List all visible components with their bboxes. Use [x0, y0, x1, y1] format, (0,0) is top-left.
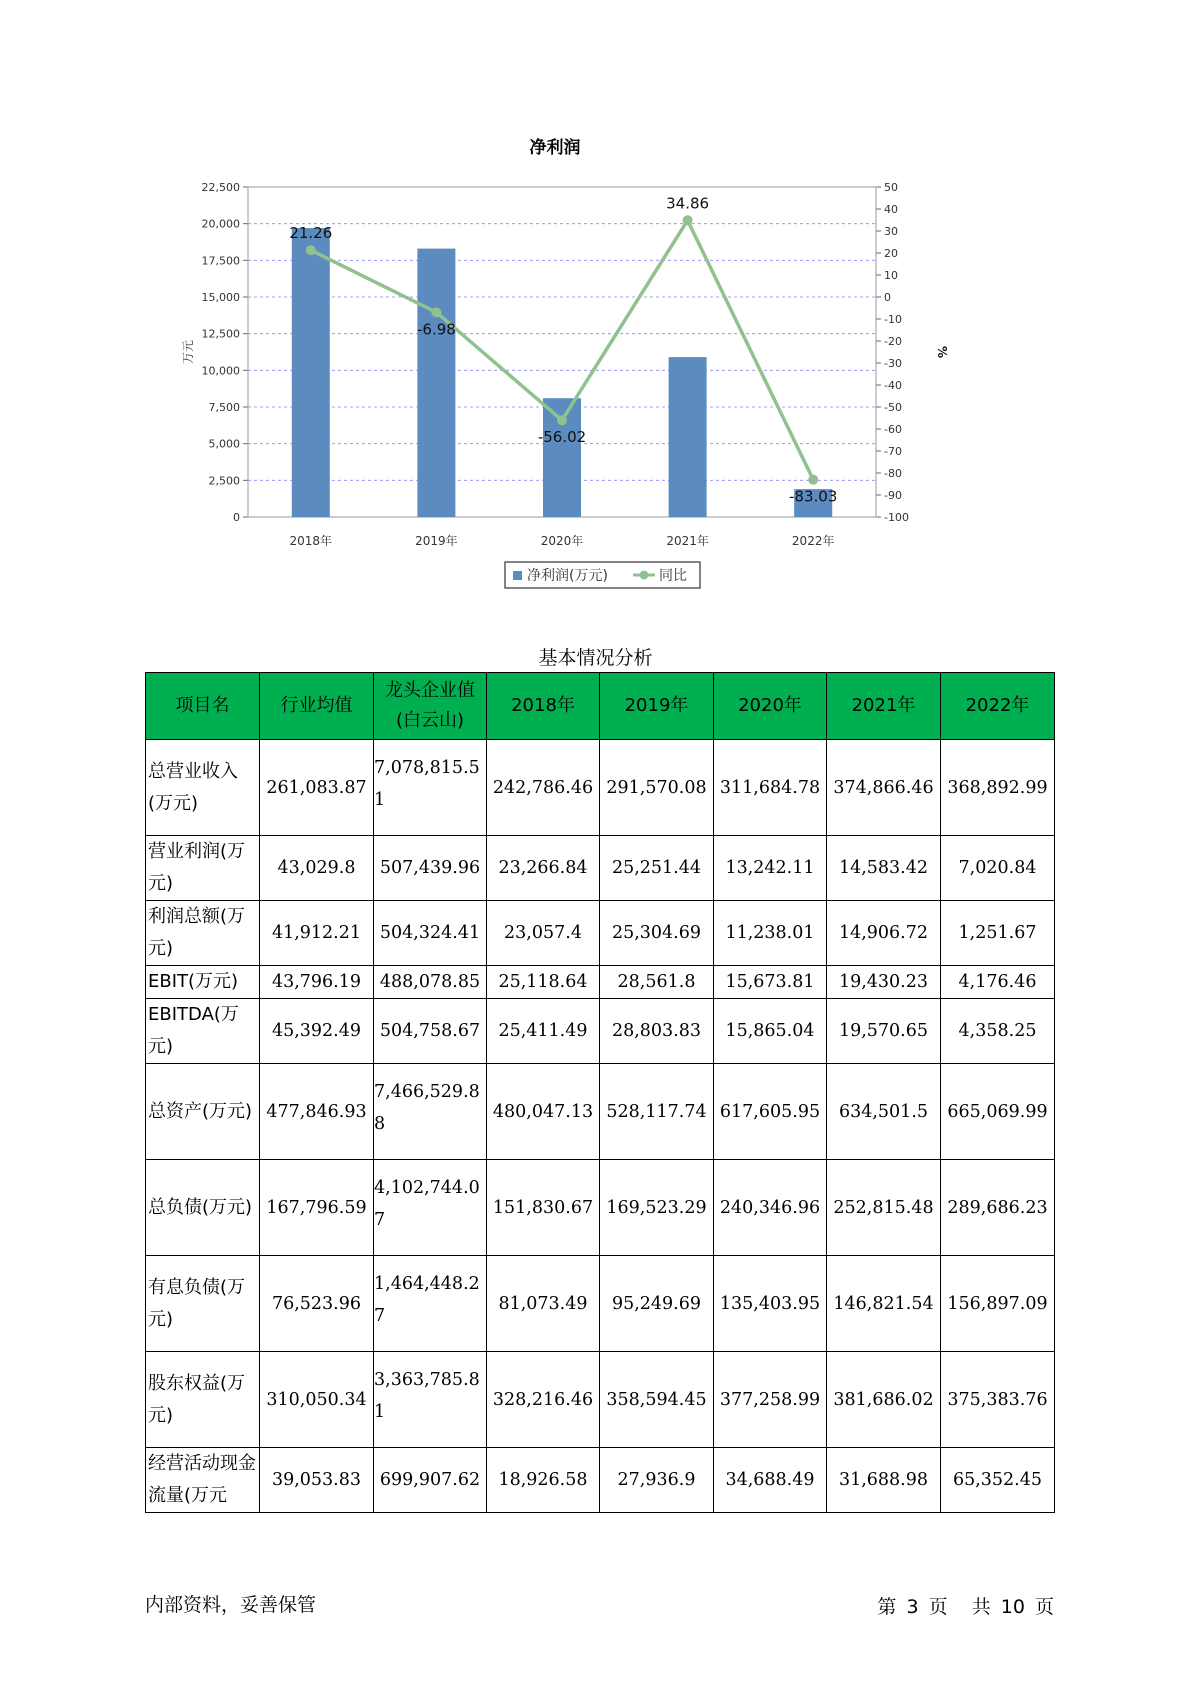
table-row: [146, 1352, 1055, 1448]
table-cell: 291,570.08: [600, 740, 714, 836]
table-row-label: 利润总额(万元): [146, 901, 260, 966]
table-header-cell: 行业均值: [260, 673, 374, 740]
y2-tick-label: -20: [884, 335, 902, 348]
table-row: [146, 901, 1055, 966]
table-cell: 477,846.93: [260, 1064, 374, 1160]
page-total: 10: [1000, 1596, 1025, 1618]
table-cell: 167,796.59: [260, 1160, 374, 1256]
legend-bar-swatch: [513, 571, 522, 580]
table-row: [146, 740, 1055, 836]
table-cell: 18,926.58: [487, 1448, 600, 1513]
table-cell: 4,102,744.07: [374, 1160, 487, 1256]
page-label-mid: 页: [928, 1596, 948, 1618]
table-cell: 507,439.96: [374, 836, 487, 901]
y2-axis-label: %: [935, 345, 949, 359]
table-cell: 65,352.45: [941, 1448, 1055, 1513]
y2-tick-label: -100: [884, 511, 909, 524]
table-row: [146, 1448, 1055, 1513]
table-cell: 95,249.69: [600, 1256, 714, 1352]
y2-tick-label: -10: [884, 313, 902, 326]
table-cell: 19,430.23: [827, 966, 941, 999]
table-cell: 289,686.23: [941, 1160, 1055, 1256]
table-header-cell: 项目名: [146, 673, 260, 740]
table-cell: 81,073.49: [487, 1256, 600, 1352]
y2-tick-label: 0: [884, 291, 891, 304]
table-cell: 156,897.09: [941, 1256, 1055, 1352]
y-tick-label: 5,000: [208, 437, 240, 451]
table-cell: 310,050.34: [260, 1352, 374, 1448]
y-tick-label: 7,500: [208, 401, 240, 414]
table-row-label: 总营业收入(万元): [146, 740, 260, 836]
table-row-label: 总负债(万元): [146, 1160, 260, 1256]
table-cell: 381,686.02: [827, 1352, 941, 1448]
y-tick-label: 22,500: [201, 181, 240, 194]
x-tick-label: 2022年: [791, 534, 835, 548]
table-title: 基本情况分析: [538, 647, 653, 669]
table-row: [146, 836, 1055, 901]
table-cell: 15,673.81: [714, 966, 827, 999]
table-row-label: EBIT(万元): [146, 966, 260, 999]
table-row: [146, 1064, 1055, 1160]
table-header-cell: 2019年: [600, 673, 714, 740]
table-cell: 19,570.65: [827, 999, 941, 1064]
legend-line-label: 同比: [659, 568, 687, 584]
table-cell: 480,047.13: [487, 1064, 600, 1160]
y-axis-label: 万元: [181, 339, 195, 365]
line-point: [808, 475, 818, 485]
table-row: [146, 1160, 1055, 1256]
total-label-pre: 共: [971, 1596, 991, 1618]
bar: [292, 228, 330, 517]
table-cell: 4,176.46: [941, 966, 1055, 999]
y2-tick-label: -80: [884, 467, 902, 480]
table-cell: 25,251.44: [600, 836, 714, 901]
table-cell: 31,688.98: [827, 1448, 941, 1513]
table-cell: 261,083.87: [260, 740, 374, 836]
table-cell: 25,411.49: [487, 999, 600, 1064]
table-cell: 1,251.67: [941, 901, 1055, 966]
table-cell: 4,358.25: [941, 999, 1055, 1064]
y2-tick-label: 40: [884, 203, 898, 216]
legend-bar-label: 净利润(万元): [527, 568, 608, 584]
line-point: [306, 245, 316, 255]
table-cell: 43,796.19: [260, 966, 374, 999]
x-tick-label: 2021年: [666, 534, 709, 548]
table-cell: 39,053.83: [260, 1448, 374, 1513]
table-cell: 23,057.4: [487, 901, 600, 966]
table-cell: 45,392.49: [260, 999, 374, 1064]
bar: [669, 357, 707, 517]
y2-tick-label: -60: [884, 423, 902, 436]
data-label: 34.86: [666, 194, 710, 213]
data-label: -83.03: [789, 487, 838, 506]
data-label: 21.26: [289, 224, 333, 243]
table-header-cell: 2020年: [714, 673, 827, 740]
table-row: [146, 966, 1055, 999]
net-profit-chart: [170, 130, 1020, 600]
table-row-label: 股东权益(万元): [146, 1352, 260, 1448]
bar: [417, 249, 455, 517]
table-cell: 25,304.69: [600, 901, 714, 966]
table-cell: 34,688.49: [714, 1448, 827, 1513]
table-cell: 14,906.72: [827, 901, 941, 966]
table-cell: 151,830.67: [487, 1160, 600, 1256]
table-cell: 377,258.99: [714, 1352, 827, 1448]
table-header-row: [146, 673, 1055, 740]
line-point: [683, 215, 693, 225]
legend-line-marker: [640, 571, 649, 580]
y-tick-label: 17,500: [201, 254, 240, 268]
table-cell: 28,561.8: [600, 966, 714, 999]
x-tick-label: 2020年: [540, 534, 584, 548]
table-cell: 1,464,448.27: [374, 1256, 487, 1352]
y2-tick-label: -40: [884, 379, 902, 392]
table-cell: 375,383.76: [941, 1352, 1055, 1448]
table-cell: 488,078.85: [374, 966, 487, 999]
table-cell: 28,803.83: [600, 999, 714, 1064]
y2-tick-label: -30: [884, 357, 902, 370]
table-cell: 11,238.01: [714, 901, 827, 966]
table-cell: 41,912.21: [260, 901, 374, 966]
table-cell: 368,892.99: [941, 740, 1055, 836]
table-cell: 15,865.04: [714, 999, 827, 1064]
x-tick-label: 2018年: [289, 534, 333, 548]
table-cell: 135,403.95: [714, 1256, 827, 1352]
y-tick-label: 20,000: [201, 217, 240, 231]
table-row: [146, 999, 1055, 1064]
table-row-label: 营业利润(万元): [146, 836, 260, 901]
y2-tick-label: -70: [884, 445, 902, 458]
table-cell: 358,594.45: [600, 1352, 714, 1448]
table-cell: 504,758.67: [374, 999, 487, 1064]
table-row: [146, 1256, 1055, 1352]
table-row-label: 总资产(万元): [146, 1064, 260, 1160]
table-row-label: 有息负债(万元): [146, 1256, 260, 1352]
chart-svg: [170, 130, 1020, 600]
y2-tick-label: 30: [884, 225, 898, 238]
total-label-post: 页: [1034, 1596, 1054, 1618]
y-tick-label: 15,000: [201, 291, 240, 304]
table-cell: 528,117.74: [600, 1064, 714, 1160]
table-row-label: EBITDA(万元): [146, 999, 260, 1064]
line-point: [557, 415, 567, 425]
table-header-cell: 2018年: [487, 673, 600, 740]
x-tick-label: 2019年: [415, 534, 458, 548]
table-cell: 311,684.78: [714, 740, 827, 836]
data-label: -6.98: [416, 320, 456, 339]
y-tick-label: 0: [233, 511, 240, 524]
table-cell: 169,523.29: [600, 1160, 714, 1256]
table-cell: 14,583.42: [827, 836, 941, 901]
data-label: -56.02: [537, 428, 587, 447]
table-cell: 617,605.95: [714, 1064, 827, 1160]
page-label-pre: 第: [877, 1596, 897, 1618]
footer-page-number: [873, 1592, 1054, 1619]
y2-tick-label: -90: [884, 489, 902, 502]
table-cell: 76,523.96: [260, 1256, 374, 1352]
table-cell: 7,078,815.51: [374, 740, 487, 836]
basic-analysis-table: [145, 672, 1055, 1513]
y2-tick-label: 20: [884, 247, 898, 260]
table-cell: 27,936.9: [600, 1448, 714, 1513]
y-tick-label: 12,500: [201, 327, 240, 341]
table-cell: 7,466,529.88: [374, 1064, 487, 1160]
line-point: [431, 307, 441, 317]
y-tick-label: 2,500: [208, 474, 240, 488]
table-cell: 634,501.5: [827, 1064, 941, 1160]
table-cell: 7,020.84: [941, 836, 1055, 901]
table-header-cell: 龙头企业值 (白云山): [374, 673, 487, 740]
table-cell: 252,815.48: [827, 1160, 941, 1256]
table-cell: 23,266.84: [487, 836, 600, 901]
table-header-cell: 2021年: [827, 673, 941, 740]
table-cell: 699,907.62: [374, 1448, 487, 1513]
chart-title: 净利润: [529, 138, 581, 158]
table-cell: 146,821.54: [827, 1256, 941, 1352]
table-cell: 240,346.96: [714, 1160, 827, 1256]
page-current: 3: [906, 1596, 919, 1618]
table-cell: 25,118.64: [487, 966, 600, 999]
table-cell: 3,363,785.81: [374, 1352, 487, 1448]
y2-tick-label: -50: [884, 401, 902, 414]
table-cell: 242,786.46: [487, 740, 600, 836]
table-header-cell: 2022年: [941, 673, 1055, 740]
y2-tick-label: 10: [884, 269, 898, 282]
y-tick-label: 10,000: [201, 364, 240, 378]
table-cell: 665,069.99: [941, 1064, 1055, 1160]
table-cell: 13,242.11: [714, 836, 827, 901]
table-row-label: 经营活动现金流量(万元: [146, 1448, 260, 1513]
table-cell: 43,029.8: [260, 836, 374, 901]
y2-tick-label: 50: [884, 181, 898, 194]
footer-confidential-note: 内部资料，妥善保管: [145, 1594, 317, 1616]
table-cell: 504,324.41: [374, 901, 487, 966]
table-cell: 328,216.46: [487, 1352, 600, 1448]
table-cell: 374,866.46: [827, 740, 941, 836]
